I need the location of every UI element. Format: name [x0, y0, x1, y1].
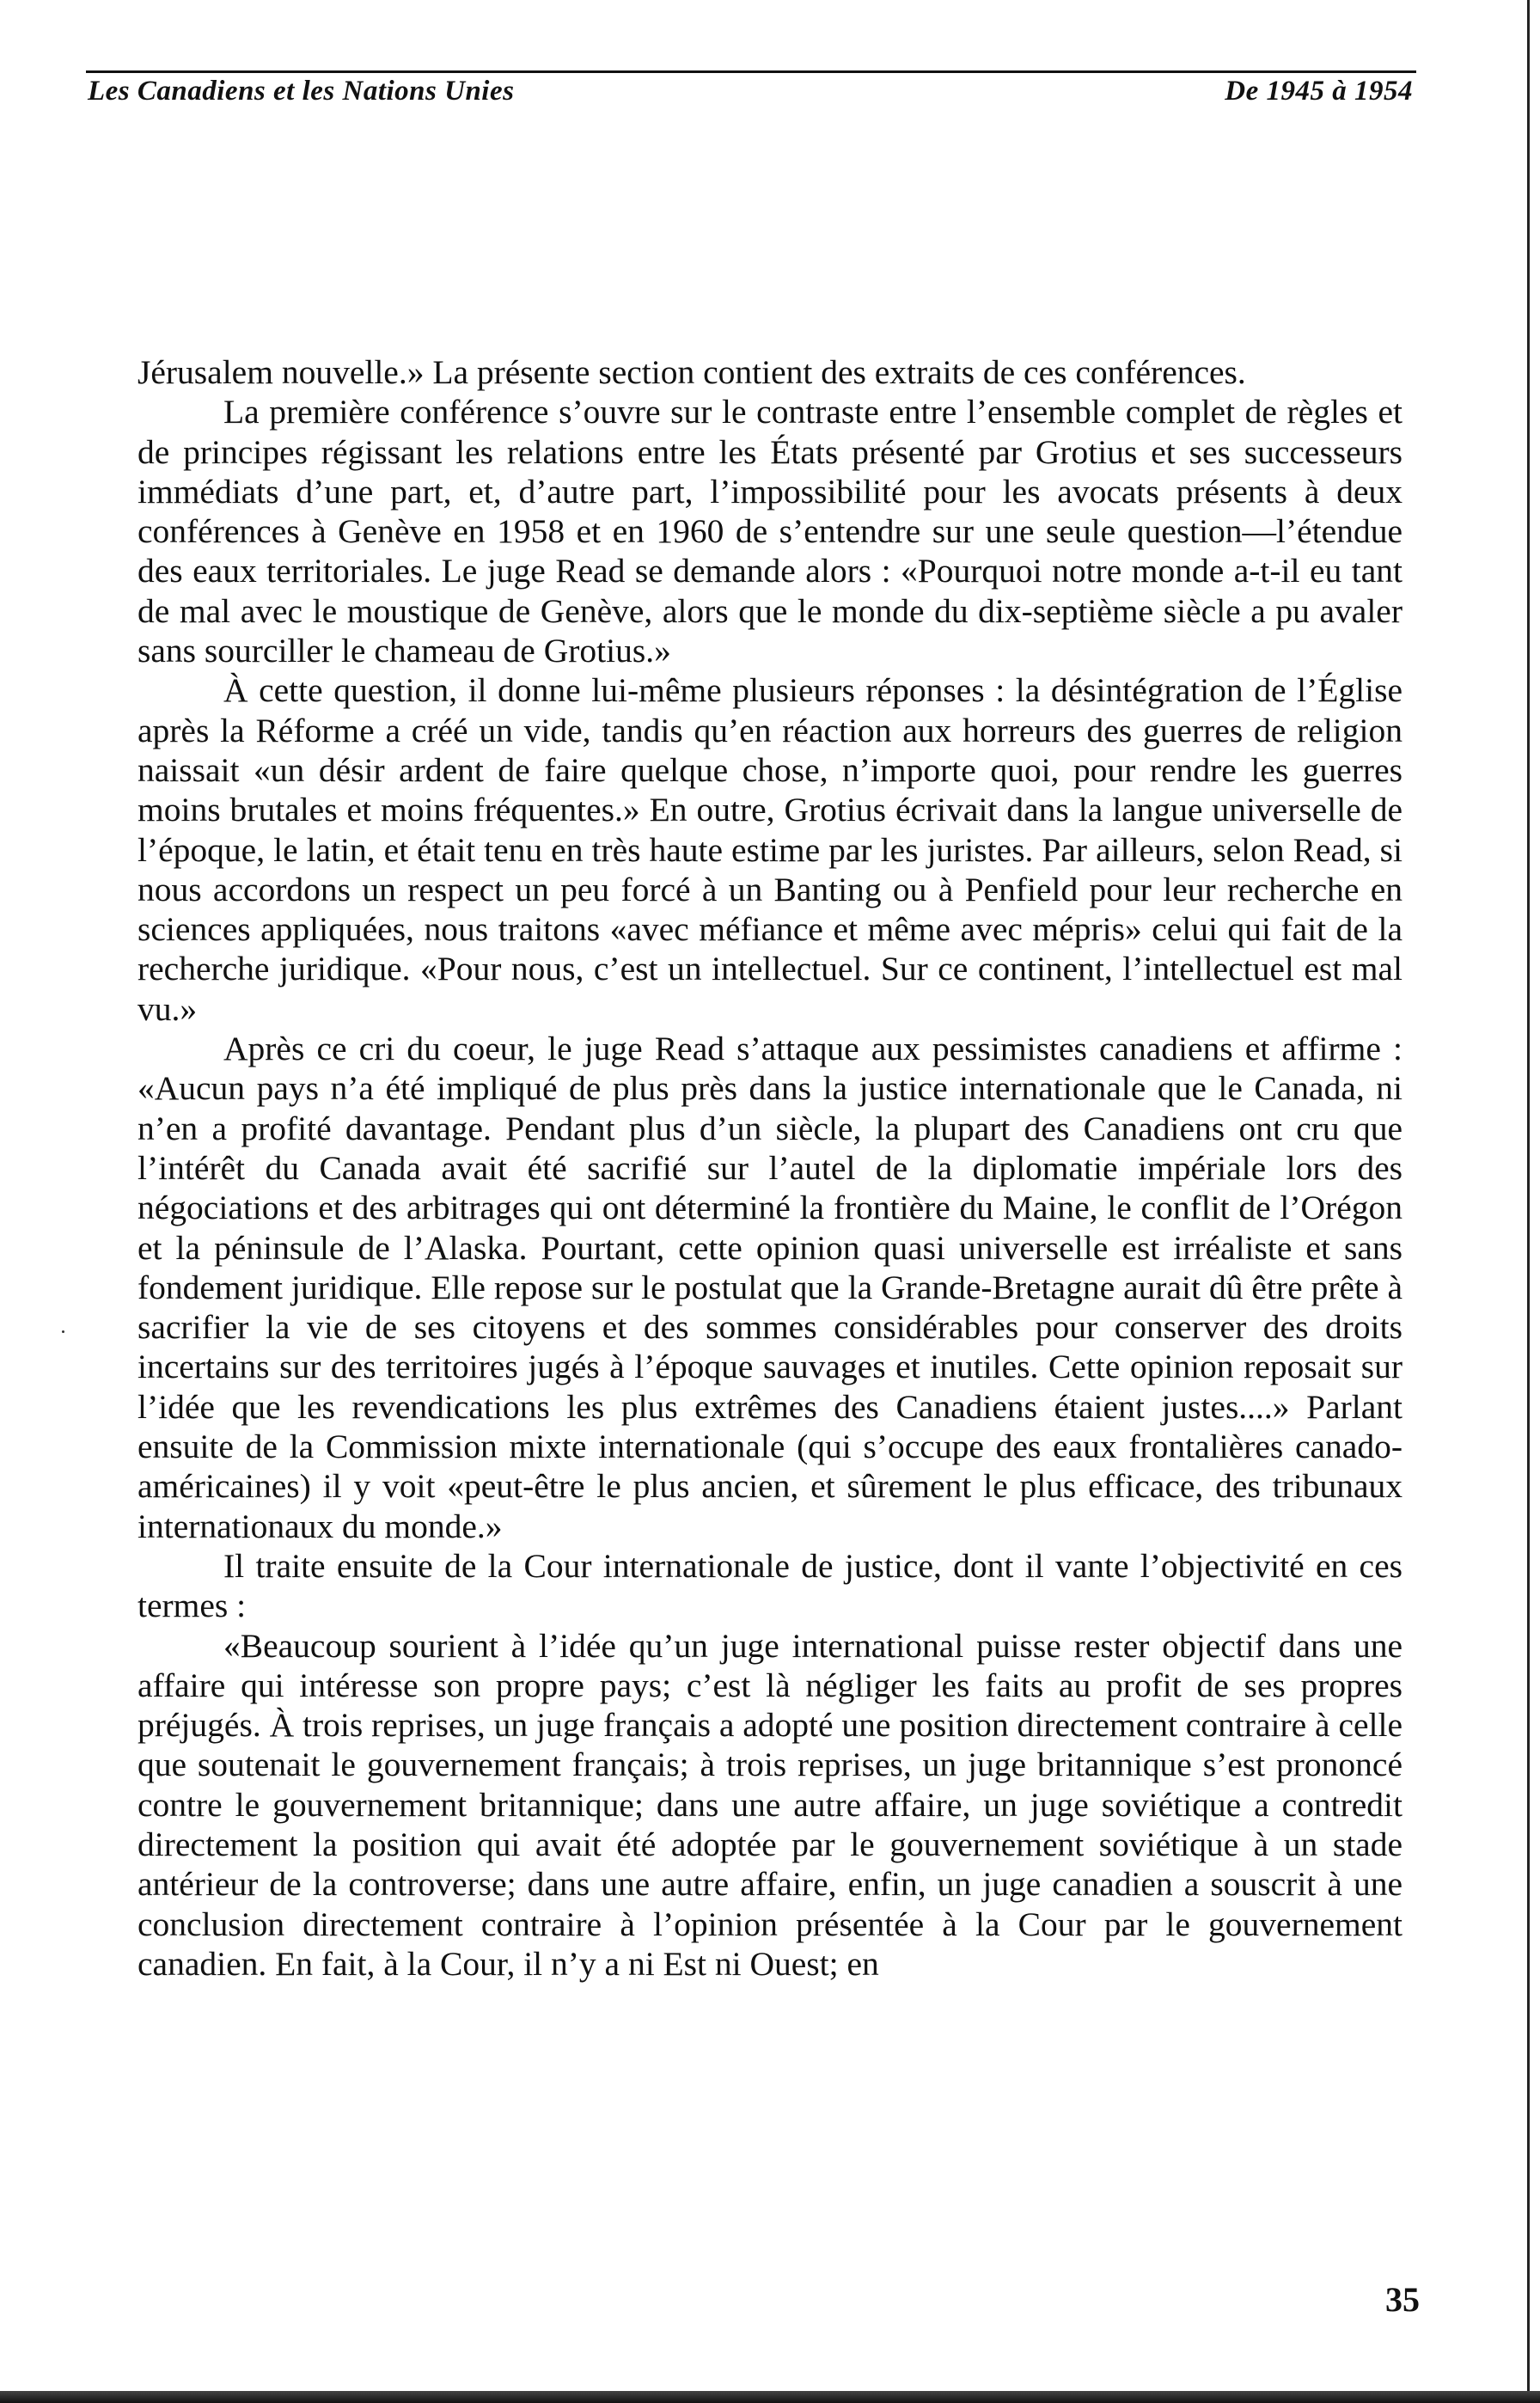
paragraph-6-quote: «Beaucoup sourient à l’idée qu’un juge international puisse rester objectif dans une affaire qui intéresse son propre pays; c’est là négliger les faits au profit de ses propres préjugés. À trois reprises, un juge français a adopté une position directement contraire à celle que soutenait le gouvernement français; à trois reprises, un juge britannique s’est prononcé contre le gouvernement britannique; dans une autre affaire, un juge soviétique a contredit directement la position qui avait été adoptée par le gouvernement soviétique à un stade antérieur de la controverse; dans une autre affaire, enfin, un juge canadien a souscrit à une conclusion directement contraire à l’opinion présentée à la Cour par le gouvernement canadien. En fait, à la Cour, il n’y a ni Est ni Ouest; en — [138, 1626, 1402, 1983]
paragraph-1: Jérusalem nouvelle.» La présente section contient des extraits de ces conférences. — [138, 353, 1246, 391]
paragraph-5: Il traite ensuite de la Cour internationale de justice, dont il vante l’objectivité en ces termes : — [138, 1546, 1402, 1625]
body-text — [138, 352, 1402, 1984]
header-rule — [86, 70, 1416, 73]
scan-speck — [62, 1330, 64, 1333]
paragraph-2: La première conférence s’ouvre sur le contraste entre l’ensemble complet de règles et de principes régissant les relations entre les États présenté par Grotius et ses successeurs immédiats d’une part, et, d’autre part, l’impossibilité pour les avocats présents à deux conférences à Genève en 1958 et en 1960 de s’entendre sur une seule question—l’étendue des eaux territoriales. Le juge Read se demande alors : «Pourquoi notre monde a-t-il eu tant de mal avec le moustique de Genève, alors que le monde du dix-septième siècle a pu avaler sans sourciller le chameau de Grotius.» — [138, 393, 1402, 670]
paragraph-4: Après ce cri du coeur, le juge Read s’attaque aux pessimistes canadiens et affirme : «Aucun pays n’a été impliqué de plus près dans la justice internationale que le Canada, ni n’en a profité davantage. Pendant plus d’un siècle, la plupart des Canadiens ont cru que l’intérêt du Canada avait été sacrifié sur l’autel de la diplomatie impériale lors des négociations et des arbitrages qui ont déterminé la frontière du Maine, le conflit de l’Orégon et la péninsule de l’Alaska. Pourtant, cette opinion quasi universelle est irréaliste et sans fondement juridique. Elle repose sur le postulat que la Grande-Bretagne aurait dû être prête à sacrifier la vie de ses citoyens et des sommes considérables pour conserver des droits incertains sur des territoires jugés à l’époque sauvages et inutiles. Cette opinion reposait sur l’idée que les revendications les plus extrêmes des Canadiens étaient justes....» Parlant ensuite de la Commission mixte internationale (qui s’occupe des eaux frontalières canado-américaines) il y voit «peut-être le plus ancien, et sûrement le plus efficace, des tribunaux internationaux du monde.» — [138, 1030, 1402, 1545]
scan-edge-bottom — [0, 2391, 1540, 2403]
running-head-period: De 1945 à 1954 — [1225, 76, 1413, 107]
page-number: 35 — [1385, 2280, 1420, 2319]
paragraph-3: À cette question, il donne lui-même plusieurs réponses : la désintégration de l’Église après la Réforme a créé un vide, tandis qu’en réaction aux horreurs des guerres de religion naissait «un désir ardent de faire quelque chose, n’importe quoi, pour rendre les guerres moins brutales et moins fréquentes.» En outre, Grotius écrivait dans la langue universelle de l’époque, le latin, et était tenu en très haute estime par les juristes. Par ailleurs, selon Read, si nous accordons un respect un peu forcé à un Banting ou à Penfield pour leur recherche en sciences appliquées, nous traitons «avec méfiance et même avec mépris» celui qui fait de la recherche juridique. «Pour nous, c’est un intellectuel. Sur ce continent, l’intellectuel est mal vu.» — [138, 671, 1402, 1028]
running-head-title: Les Canadiens et les Nations Unies — [88, 76, 515, 107]
scan-edge-right — [1527, 0, 1530, 2403]
